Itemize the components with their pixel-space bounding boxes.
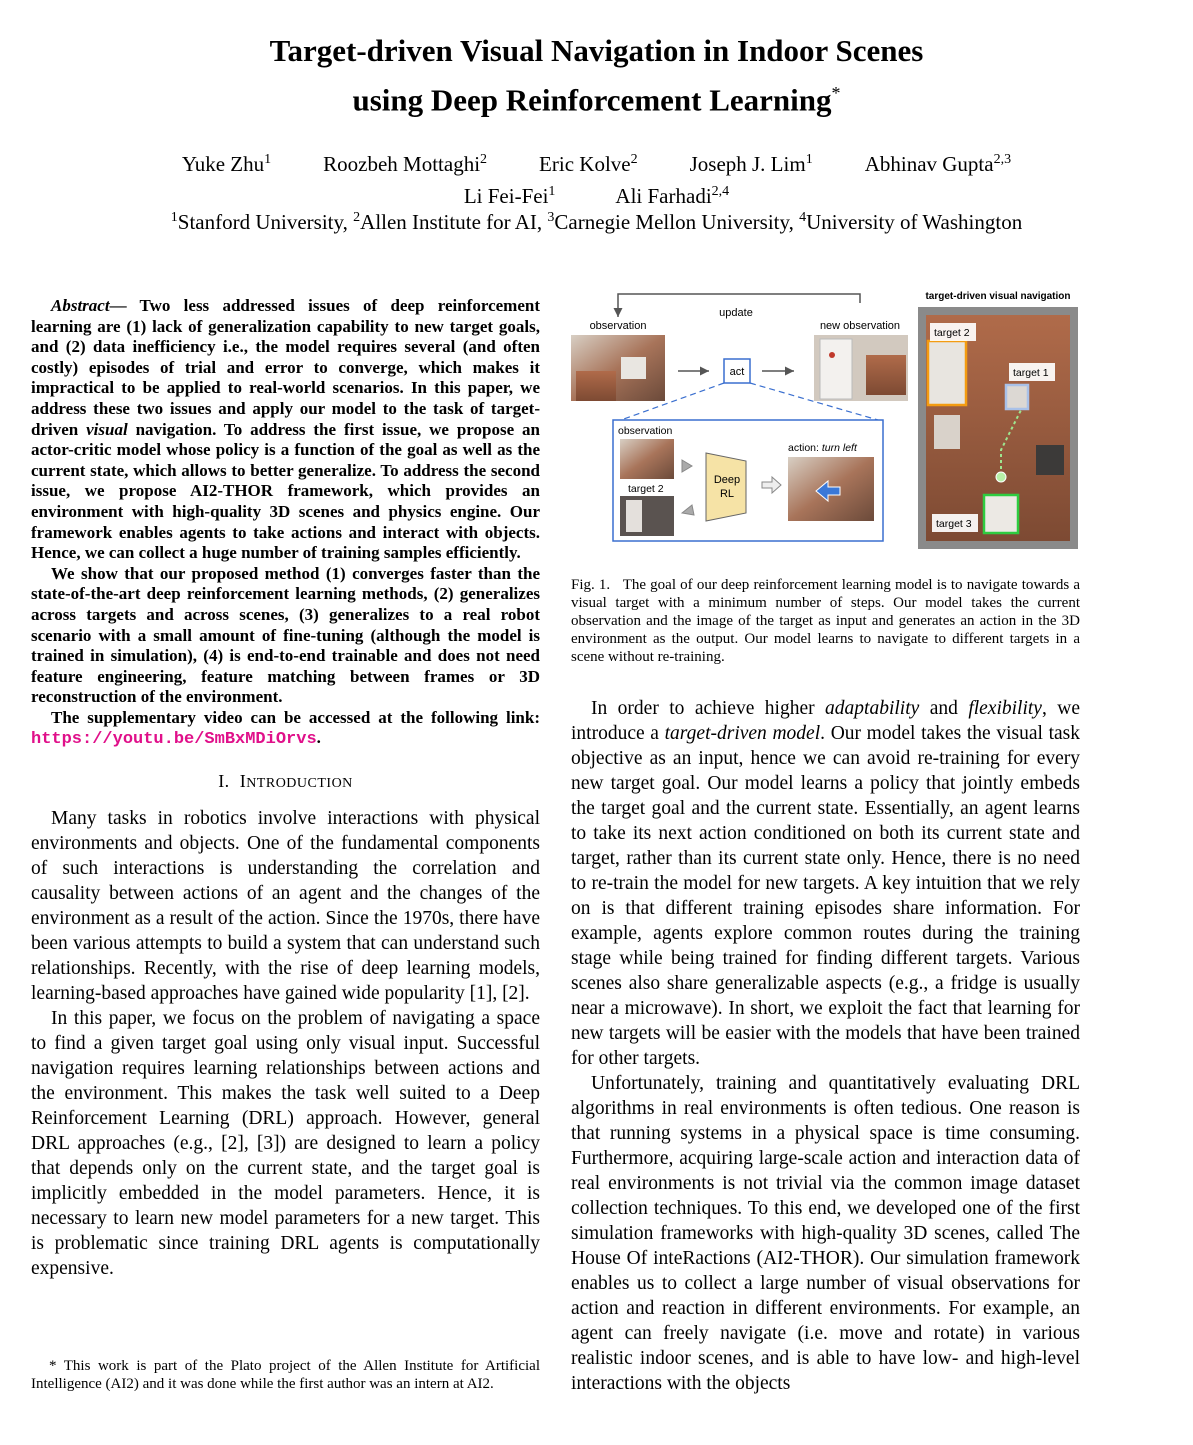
author	[539, 152, 638, 176]
title-footnote-mark: *	[831, 83, 841, 103]
author-affiliation-mark: 1	[548, 184, 556, 199]
video-link[interactable]: https://youtu.be/SmBxMDiOrvs	[31, 730, 317, 750]
title-line-2: using Deep Reinforcement Learning*	[352, 82, 841, 118]
inset-observation-label: observation	[618, 425, 673, 437]
paper-title	[0, 30, 1193, 121]
author-affiliation-mark: 2,3	[993, 152, 1012, 167]
author-name: Roozbeh Mottaghi	[323, 152, 481, 176]
affiliation-mark: 4	[799, 210, 807, 225]
new-observation-label: new observation	[819, 320, 901, 332]
deep-rl-block	[706, 453, 746, 521]
affiliation-mark: 1	[170, 210, 178, 225]
abstract-label: Abstract	[51, 296, 110, 315]
inset-observation-image	[620, 439, 674, 479]
action-label: action: turn left	[788, 442, 857, 454]
abstract-paragraph-2: We show that our proposed method (1) converges faster than the state-of-the-art deep reinforcement learning methods, (2) generalizes across targets and across scenes, (3) generalizes to a real robot scenario with a small amount of fine-tuning (although the model is trained in simulation), (4) is end-to-end trainable and does not need feature engineering, feature matching between frames or 3D reconstruction of the environment.	[31, 563, 540, 707]
author	[690, 152, 813, 176]
intro-paragraph-2: In this paper, we focus on the problem of navigating a space to find a given target goal using only visual input. Successful navigation requires learning relationships between actions and the environment. This makes the task well suited to a Deep Reinforcement Learning (DRL) approach. However, general DRL approaches (e.g., [2], [3]) are designed to learn a policy that depends only on the current state, and the target goal is implicitly embedded in the model parameters. Hence, it is necessary to learn new model parameters for a new target. This is problematic since training DRL agents is computationally expensive.	[31, 1008, 540, 1280]
act-label: act	[729, 366, 745, 378]
affiliation-name: Stanford University,	[177, 210, 354, 234]
author-name: Eric Kolve	[539, 152, 631, 176]
affiliation-name: Allen Institute for AI,	[360, 210, 548, 234]
deep-label: Deep	[713, 474, 741, 486]
affiliation-name: Carnegie Mellon University,	[554, 210, 800, 234]
map-target-3-label: target 3	[936, 518, 972, 530]
abstract-paragraph-1: Abstract— Two less addressed issues of deep reinforcement learning are (1) lack of generalization capability to new target goals, and (2) data inefficiency i.e., the model requires several (and often costly) episodes of trial and error to converge, which makes it impractical to be applied to real-world scenarios. In this paper, we address these two issues and apply our model to the task of target-driven visual navigation. To address the first issue, we propose an actor-critic model whose policy is a function of the goal as well as the current state, which allows to better generalize. To address the second issue, we propose AI2-THOR framework, which provides an environment with high-quality 3D scenes and physics engine. Our framework enables agents to take actions and interact with objects. Hence, we can collect a huge number of training samples efficiently.	[31, 296, 540, 563]
target-1-marker	[1006, 385, 1028, 409]
map-title: target-driven visual navigation	[925, 291, 1071, 302]
author-name: Abhinav Gupta	[864, 152, 994, 176]
right-paragraph-2: Unfortunately, training and quantitatively evaluating DRL algorithms in real environments is often tedious. One reason is that running systems in a physical space is time consuming. Furthermore, acquiring large-scale action and interaction data of real environments is not trivial via the common image dataset collection techniques. To this end, we developed one of the first simulation frameworks with high-quality 3D scenes, called The House Of inteRactions (AI2-THOR). Our simulation framework enables us to collect a large number of visual observations for action and reaction in different environments. For example, an agent can freely navigate (i.e. move and rotate) in various realistic indoor scenes, and is able to have low- and high-level interactions with the objects	[571, 1073, 1080, 1394]
author-affiliation-mark: 1	[805, 152, 813, 167]
right-paragraph-1: In order to achieve higher adaptability and flexibility, we introduce a target-driven model. Our model takes the visual task objective as an input, hence we can avoid re-training for every new target goal. Our model learns a policy that jointly embeds the target goal and the current state. Essentially, an agent learns to take its next action conditioned on both its current state and target, rather than its current state only. Hence, there is no need to re-train the model for new targets. A key intuition that we rely on is that different training episodes share information. For example, agents explore common routes during the training stage while being trained for finding different targets. Various scenes also share generalizable aspects (e.g., a fridge is usually near a microwave). In short, we exploit the fact that learning for new targets will be easier with the models that have been trained for other targets.	[571, 698, 1080, 1069]
intro-paragraph-1: Many tasks in robotics involve interactions with physical environments and objects. One of the fundamental components of such interactions is understanding the correlation and causality between actions of an agent and the changes of the environment as a result of the action. Since the 1970s, there have been various attempts to build a system that can understand such relationships. Recently, with the rise of deep learning models, learning-based approaches have gained wide popularity [1], [2].	[31, 808, 540, 1005]
authors-row-1	[0, 146, 1193, 178]
map-target-2-label: target 2	[934, 327, 970, 339]
author-affiliation-mark: 2,4	[711, 184, 730, 199]
affiliation-mark: 2	[353, 210, 361, 225]
footnote: * This work is part of the Plato project of the Allen Institute for Artificial Intelligence (AI2) and it was done while the first author was an intern at AI2.	[31, 1358, 540, 1392]
title-line-1: Target-driven Visual Navigation in Indoor Scenes	[269, 33, 924, 68]
author-name: Joseph J. Lim	[689, 152, 806, 176]
author-name: Li Fei-Fei	[463, 184, 549, 208]
left-column	[31, 296, 540, 1281]
caption-label: Fig. 1.	[571, 577, 611, 593]
author	[323, 152, 487, 176]
rl-label: RL	[719, 488, 735, 500]
author-affiliation-mark: 1	[264, 152, 272, 167]
inset-target2-label: target 2	[628, 483, 664, 495]
target-2-marker	[928, 341, 966, 405]
author	[865, 152, 1011, 176]
author-name: Yuke Zhu	[181, 152, 265, 176]
affiliation-name: University of Washington	[806, 210, 1023, 234]
affiliation-mark: 3	[547, 210, 555, 225]
author-affiliation-mark: 2	[480, 152, 488, 167]
update-label: update	[719, 307, 753, 319]
author-name: Ali Farhadi	[615, 184, 712, 208]
abstract-paragraph-3: The supplementary video can be accessed at the following link: https://youtu.be/SmBxMDiOrvs.	[31, 707, 540, 750]
author	[182, 152, 271, 176]
target-3-marker	[984, 495, 1018, 533]
section-heading-introduction: I. INTRODUCTION	[218, 771, 353, 792]
figure-caption: Fig. 1. The goal of our deep reinforcement learning model is to navigate towards a visual target with a minimum number of steps. Our model takes the current observation and the image of the target as input and generates an action in the 3D environment as the output. Our model learns to navigate to different targets in a scene without re-training.	[571, 577, 1081, 665]
observation-label: observation	[589, 320, 647, 332]
author-affiliation-mark: 2	[630, 152, 638, 167]
right-column	[571, 696, 1080, 1396]
figure-1	[566, 285, 1086, 555]
author-list	[0, 146, 1193, 210]
affiliations	[0, 204, 1193, 236]
agent-position-icon	[996, 472, 1006, 482]
map-target-1-label: target 1	[1013, 367, 1049, 379]
